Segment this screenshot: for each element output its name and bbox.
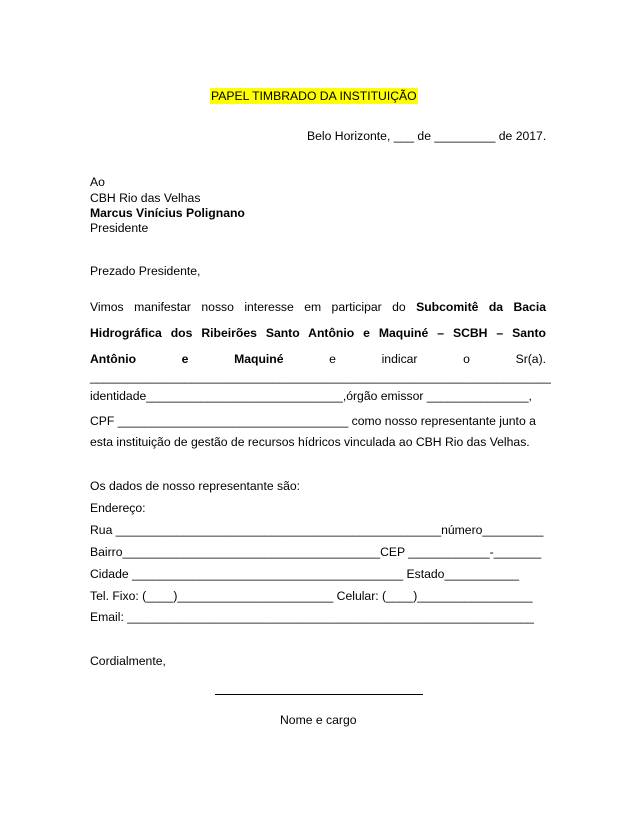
word-antonio: Antônio	[90, 352, 137, 366]
body-line-3	[90, 350, 546, 368]
word-sra: Sr(a).	[515, 352, 547, 366]
street-field: Rua ________________________________________________número_________	[90, 523, 544, 537]
body-line-1-text: Vimos manifestar nosso interesse em participar do	[90, 300, 406, 314]
date-line: Belo Horizonte, ___ de _________ de 2017.	[307, 129, 547, 143]
email-field: Email: ____________________________________________________________	[90, 610, 534, 624]
body-line-2: Hidrográfica dos Ribeirões Santo Antônio e Maquiné – SCBH – Santo	[90, 326, 546, 340]
body-line-1	[90, 298, 546, 316]
city-field: Cidade ________________________________________ Estado___________	[90, 567, 520, 581]
body-line-7: esta instituição de gestão de recursos hídricos vinculada ao CBH Rio das Velhas.	[90, 435, 530, 449]
letterhead-placeholder: PAPEL TIMBRADO DA INSTITUIÇÃO	[211, 89, 417, 103]
body-line-1-bold: Subcomitê da Bacia	[416, 300, 546, 314]
representative-intro: Os dados de nosso representante são:	[90, 479, 301, 493]
word-o: o	[463, 352, 470, 366]
recipient-to: Ao	[90, 175, 105, 189]
word-e-bold: e	[181, 352, 189, 366]
word-indicar: indicar	[381, 352, 418, 366]
word-e: e	[329, 352, 336, 366]
neighborhood-field: Bairro______________________________________CEP ____________-_______	[90, 545, 542, 559]
address-label: Endereço:	[90, 501, 146, 515]
recipient-organization: CBH Rio das Velhas	[90, 191, 201, 205]
recipient-name: Marcus Vinícius Polignano	[90, 206, 245, 220]
phone-field: Tel. Fixo: (____)_______________________ Celular: (____)_________________	[90, 589, 533, 603]
recipient-role: Presidente	[90, 221, 149, 235]
greeting: Prezado Presidente,	[90, 264, 201, 278]
identity-line: identidade_____________________________,órgão emissor _______________,	[90, 389, 532, 403]
signature-caption: Nome e cargo	[280, 713, 357, 727]
signature-line	[215, 694, 423, 695]
body-blank-line: ____________________________________________________________________	[90, 370, 551, 384]
word-maquine: Maquiné	[234, 352, 284, 366]
cpf-line: CPF __________________________________ como nosso representante junto a	[90, 414, 536, 428]
closing: Cordialmente,	[90, 654, 166, 668]
